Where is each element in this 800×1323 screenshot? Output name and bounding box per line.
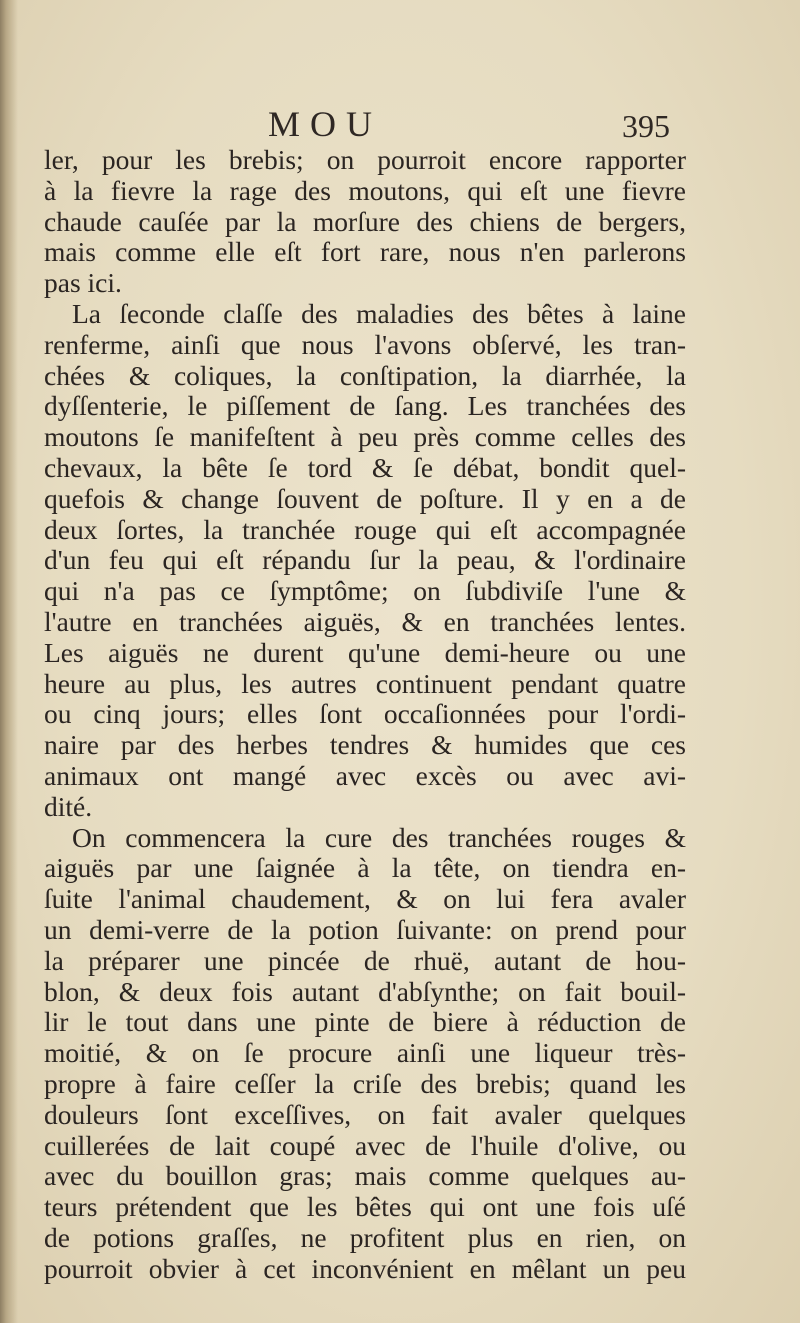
text-line: moitié, & on ſe procure ainſi une liqueur très- xyxy=(44,1037,686,1069)
text-line: l'autre en tranchées aiguës, & en tranchées lentes. xyxy=(44,605,686,637)
text-line: ler, pour les brebis; on pourroit encore rapporter xyxy=(44,144,686,175)
text-line: dité. xyxy=(44,790,93,822)
text-line: moutons ſe manifeſtent à peu près comme celles des xyxy=(44,421,686,453)
text-line: blon, & deux fois autant d'abſynthe; on fait bouil- xyxy=(44,975,686,1007)
text-line: chevaux, la bête ſe tord & ſe débat, bondit quel- xyxy=(44,451,686,483)
paragraph-start-line: La ſeconde claſſe des maladies des bêtes à laine xyxy=(72,297,686,329)
page-edge-shadow xyxy=(0,0,18,1323)
text-line: pourroit obvier à cet inconvénient en mêlant un peu xyxy=(44,1252,686,1284)
text-line: heure au plus, les autres continuent pendant quatre xyxy=(44,667,686,699)
text-line: chées & coliques, la conſtipation, la diarrhée, la xyxy=(44,359,686,391)
text-line: la préparer une pincée de rhuë, autant de hou- xyxy=(44,944,686,976)
text-line: cuillerées de lait coupé avec de l'huile d'olive, ou xyxy=(44,1129,686,1161)
text-line: d'un feu qui eſt répandu ſur la peau, & l'ordinaire xyxy=(44,544,686,576)
text-line: de potions graſſes, ne profitent plus en rien, on xyxy=(44,1221,686,1253)
text-line: deux ſortes, la tranchée rouge qui eſt accompagnée xyxy=(44,513,686,545)
text-line: naire par des herbes tendres & humides que ces xyxy=(44,729,686,761)
text-line: chaude cauſée par la morſure des chiens de bergers, xyxy=(44,205,686,237)
text-line: lir le tout dans une pinte de biere à réduction de xyxy=(44,1006,686,1038)
text-line: quefois & change ſouvent de poſture. Il y en a de xyxy=(44,482,686,514)
paragraph-start-line: On commencera la cure des tranchées rouges & xyxy=(72,821,686,853)
text-line: propre à faire ceſſer la criſe des brebis; quand les xyxy=(44,1067,686,1099)
text-line: à la fievre la rage des moutons, qui eſt une fievre xyxy=(44,174,686,206)
text-line: animaux ont mangé avec excès ou avec avi- xyxy=(44,759,686,791)
text-line: douleurs ſont exceſſives, on fait avaler quelques xyxy=(44,1098,686,1130)
text-line: ou cinq jours; elles ſont occaſionnées pour l'ordi- xyxy=(44,698,686,730)
text-line: pas ici. xyxy=(44,267,122,299)
text-line: avec du bouillon gras; mais comme quelques au- xyxy=(44,1160,686,1192)
text-line: ſuite l'animal chaudement, & on lui fera avaler xyxy=(44,883,686,915)
text-line: un demi-verre de la potion ſuivante: on prend pour xyxy=(44,913,686,945)
text-line: teurs prétendent que les bêtes qui ont une fois uſé xyxy=(44,1191,686,1223)
text-line: mais comme elle eſt fort rare, nous n'en parlerons xyxy=(44,236,686,268)
text-line: qui n'a pas ce ſymptôme; on ſubdiviſe l'une & xyxy=(44,575,686,607)
text-line: dyſſenterie, le piſſement de ſang. Les tranchées des xyxy=(44,390,686,422)
page-header xyxy=(0,102,800,146)
text-line: aiguës par une ſaignée à la tête, on tiendra en- xyxy=(44,852,686,884)
text-line: Les aiguës ne durent qu'une demi-heure ou une xyxy=(44,636,686,668)
page-number: 395 xyxy=(622,108,670,144)
running-head: MOU xyxy=(268,104,383,144)
body-text xyxy=(44,145,686,1284)
text-line: renferme, ainſi que nous l'avons obſervé, les tran- xyxy=(44,328,686,360)
